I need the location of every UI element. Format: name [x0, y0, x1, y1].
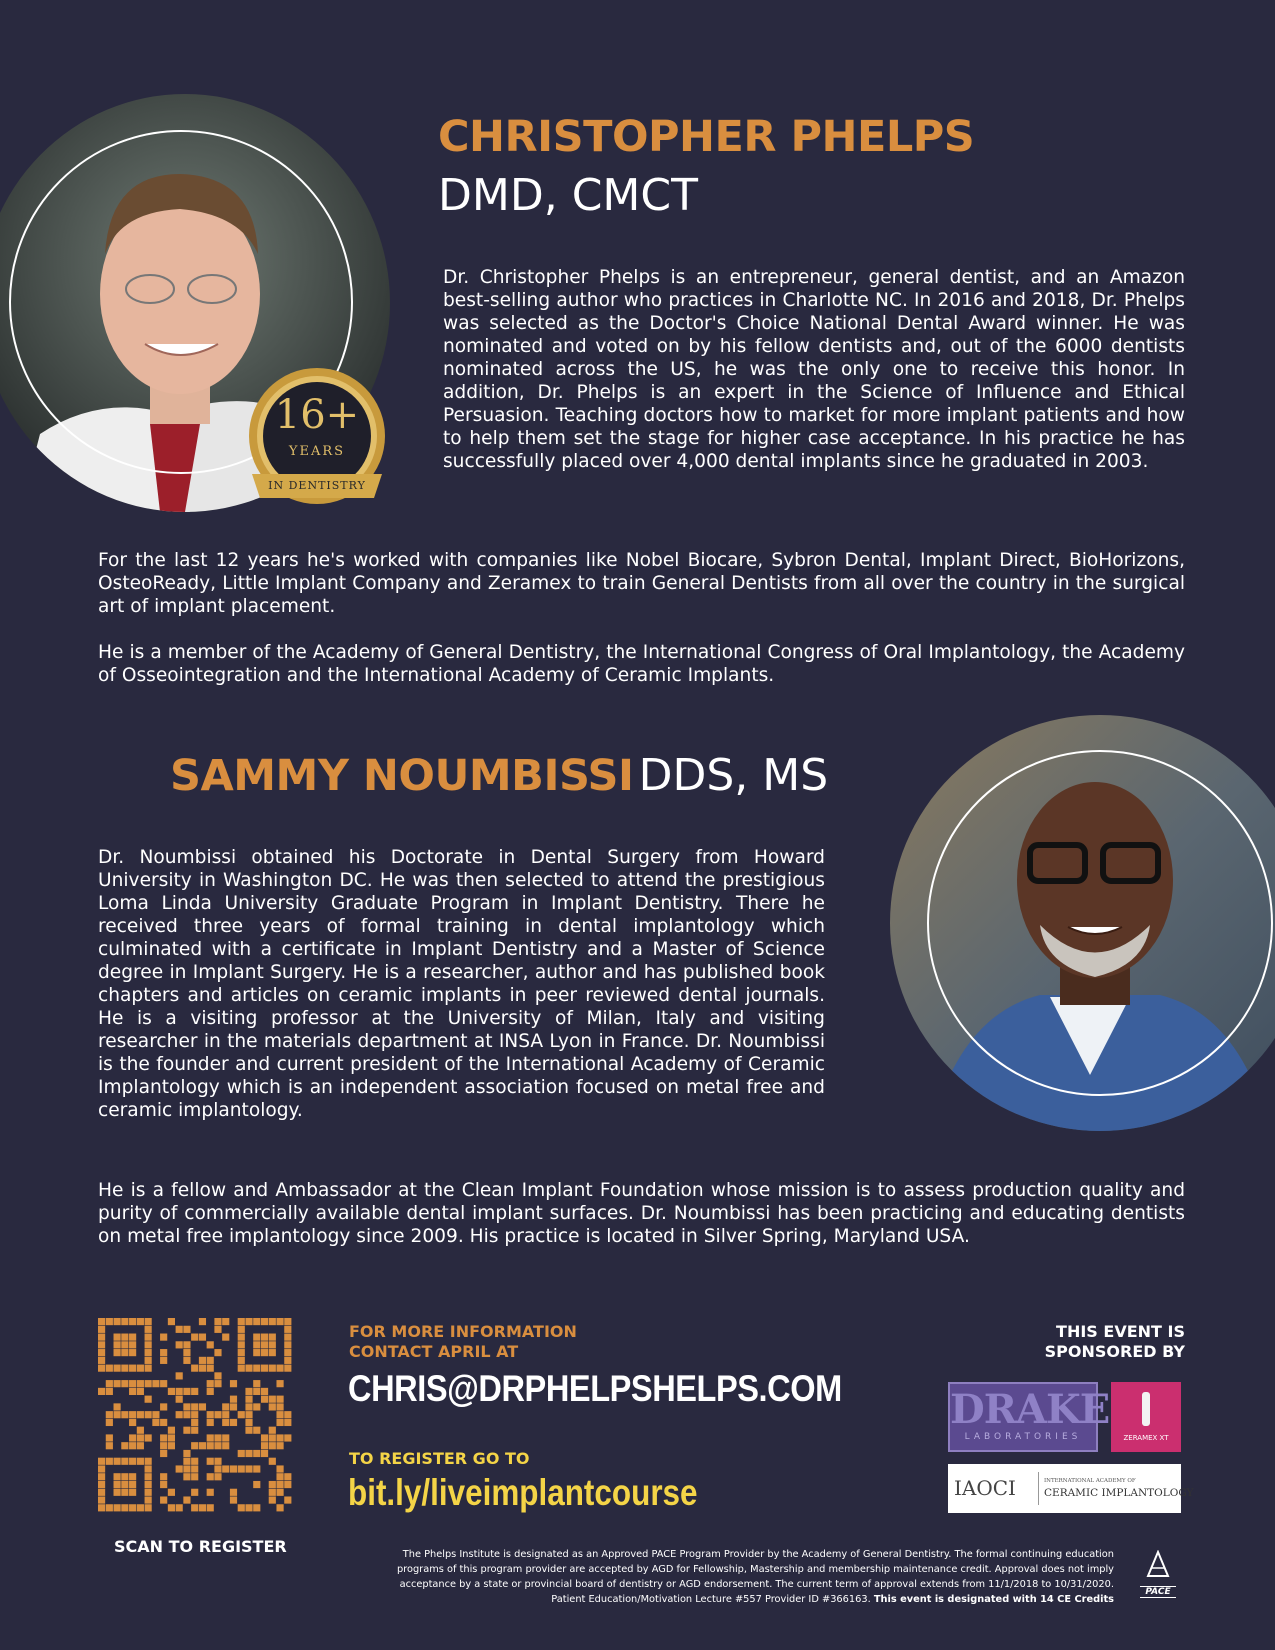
pace-logo-text: PACE	[1140, 1586, 1176, 1598]
drake-logo	[948, 1382, 1110, 1452]
sponsor-line1: THIS EVENT IS	[1056, 1322, 1185, 1341]
speaker1-companies-paragraph: For the last 12 years he's worked with companies like Nobel Biocare, Sybron Dental, Implant Direct, BioHorizons, OsteoReady, Little Implant Company and Zeramex to train General Dentists from all over the country in the surgical art of implant placement.	[98, 550, 1185, 617]
iaoci-logo-text: IAOCI	[954, 1476, 1016, 1500]
speaker2-heading	[170, 750, 828, 801]
drake-logo-text: DRAKE	[950, 1386, 1110, 1433]
zeramex-logo-text: ZERAMEX XT	[1123, 1434, 1169, 1442]
speaker2-credentials: DDS, MS	[638, 750, 829, 801]
badge-number: 16+	[274, 392, 360, 438]
speaker2-foundation-paragraph: He is a fellow and Ambassador at the Clean Implant Foundation whose mission is to assess production quality and purity of commercially available dental implant surfaces. Dr. Noumbissi has been practicing and educating dentists on metal free implantology since 2009. His practice is located in Silver Spring, Maryland USA.	[98, 1180, 1185, 1247]
sponsor-heading	[1045, 1322, 1185, 1362]
agd-icon	[1134, 1550, 1182, 1580]
qr-code[interactable]	[98, 1318, 292, 1512]
drake-logo-subtext: LABORATORIES	[964, 1432, 1082, 1442]
speaker1-credentials: DMD, CMCT	[438, 170, 698, 221]
iaoci-small-text: INTERNATIONAL ACADEMY OF	[1044, 1478, 1136, 1484]
contact-email-link[interactable]: CHRIS@DRPHELPSHELPS.COM	[348, 1368, 842, 1409]
speaker2-bio: Dr. Noumbissi obtained his Doctorate in Dental Surgery from Howard University in Washington DC. He was then selected to attend the prestigious Loma Linda University Graduate Program in Implant Dentistry. There he received three years of formal training in dental implantology which culminated with a certificate in Implant Dentistry and a Master of Science degree in Implant Surgery. He is a researcher, author and has published book chapters and articles on ceramic implants in peer reviewed dental journals. He is a visiting professor at the University of Milan, Italy and visiting researcher in the materials department at INSA Lyon in France. Dr. Noumbissi is the founder and current president of the International Academy of Ceramic Implantology which is an independent association focused on metal free and ceramic implantology.	[98, 847, 825, 1121]
speaker1-memberships-paragraph: He is a member of the Academy of General Dentistry, the International Congress of Oral Implantology, the Academy of Osseointegration and the International Academy of Ceramic Implants.	[98, 642, 1185, 686]
scan-to-register-label: SCAN TO REGISTER	[114, 1537, 287, 1556]
badge-ribbon-text: IN DENTISTRY	[268, 479, 366, 492]
iaoci-logo	[948, 1464, 1194, 1513]
speaker2-name: SAMMY NOUMBISSI	[170, 751, 634, 801]
zeramex-logo	[1111, 1382, 1181, 1452]
years-badge	[244, 366, 390, 516]
disclaimer-text: The Phelps Institute is designated as an Approved PACE Program Provider by the Academy of General Dentistry. The formal continuing education programs of this program provider are accepted by AGD for Fellowship, Mastership and membership maintenance credit. Approval does not imply acceptance by a state or provincial board of dentistry or AGD endorsement. The current term of approval extends from 11/1/2018 to 10/31/2020. Patient Education/Motivation Lecture #557 Provider ID #366163.	[396, 1549, 1114, 1605]
iaoci-divider	[1038, 1472, 1039, 1505]
speaker2-photo-ring	[927, 750, 1273, 1096]
register-label: TO REGISTER GO TO	[349, 1449, 530, 1468]
register-url-link[interactable]: bit.ly/liveimplantcourse	[348, 1472, 698, 1513]
zeramex-implant-icon	[1142, 1392, 1150, 1426]
info-line2: CONTACT APRIL AT	[349, 1342, 519, 1361]
disclaimer-ce-credits: This event is designated with 14 CE Credits	[873, 1594, 1114, 1605]
speaker1-bio: Dr. Christopher Phelps is an entrepreneur, general dentist, and an Amazon best-selling author who practices in Charlotte NC. In 2016 and 2018, Dr. Phelps was selected as the Doctor's Choice National Dental Award winner. He was nominated and voted on by his fellow dentists and, out of the 6000 dentists nominated across the US, he was the only one to receive this honor. In addition, Dr. Phelps is an expert in the Science of Influence and Ethical Persuasion. Teaching doctors how to market for more implant patients and how to help them set the stage for higher case acceptance. In his practice he has successfully placed over 4,000 dental implants since he graduated in 2003.	[443, 267, 1185, 472]
sponsor-line2: SPONSORED BY	[1044, 1342, 1185, 1361]
speaker1-name: CHRISTOPHER PHELPS	[438, 112, 975, 162]
disclaimer	[380, 1547, 1114, 1607]
info-line1: FOR MORE INFORMATION	[349, 1322, 577, 1341]
iaoci-big-text: CERAMIC IMPLANTOLOGY	[1044, 1487, 1194, 1499]
info-heading	[349, 1322, 577, 1362]
badge-years: YEARS	[288, 444, 346, 459]
pace-logo	[1134, 1550, 1182, 1606]
